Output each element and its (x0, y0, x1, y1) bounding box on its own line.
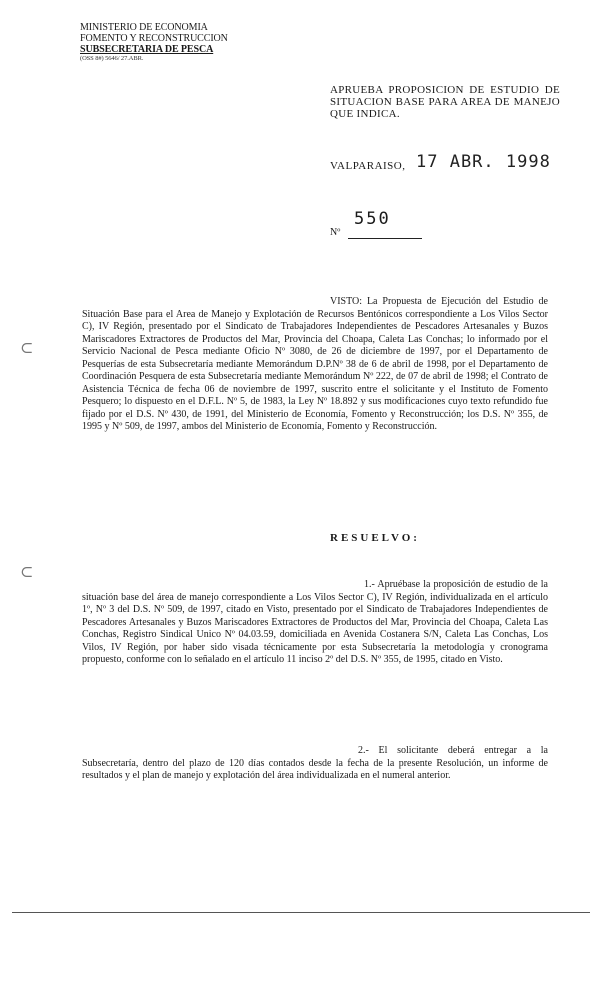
number-value: 550 (354, 209, 391, 229)
resolution-item-1: 1.- Apruébase la proposición de estudio de la situación base del área de manejo correspondiente a Los Vilos Sector C), IV Región, individualizada en el artículo 1º, Nº 3 del D.S. Nº 509, de 1997, citado en Visto, presentado por el Sindicato de Trabajadores Independientes de Pescadores Artesanales y Buzos Mariscadores Extractores de Productos del Mar, Provincia del Choapa, Caleta Las Conchas, Registro Sindical Unico Nº 04.03.59, domiciliada en Avenida Costanera S/N, Caleta Las Conchas, Los Vilos, IV Región, por haber sido visada técnicamente por esta Subsecretaría la metodología y cronograma propuesto, conforme con lo señalado en el artículo 11 inciso 2º del D.S. Nº 355, de 1995, citado en Visto. (82, 579, 548, 665)
ministry-division: FOMENTO Y RECONSTRUCCION (80, 33, 228, 44)
resolution-item-2: 2.- El solicitante deberá entregar a la Subsecretaría, dentro del plazo de 120 días contados desde la fecha de la presente Resolución, un informe de resultados y el plan de manejo y explotación del área individualizada en el numeral anterior. (82, 745, 548, 781)
date-line (330, 152, 570, 182)
ministry-header (80, 22, 250, 63)
date-stamp: 17 ABR. 1998 (416, 152, 551, 172)
page-edge-line (12, 912, 590, 913)
punch-hole-mark: ⊂ (20, 564, 34, 581)
visto-paragraph: VISTO: La Propuesta de Ejecución del Estudio de Situación Base para el Area de Manejo y Explotación de Recursos Bentónicos correspondiente a Los Vilos Sector C), IV Región, presentado por el Sindicato de Trabajadores Independientes de Pescadores Artesanales y Buzos Mariscadores Extractores de Productos del Mar, Provincia del Choapa, Caleta Las Conchas; lo informado por el Servicio Nacional de Pesca mediante Oficio Nº 3080, de 26 de diciembre de 1997, por el Departamento de Pesquerías de esta Subsecretaría mediante Memorándum D.P.Nº 38 de 6 de abril de 1998, por el Departamento de Coordinación Pesquera de esta Subsecretaría mediante Memorándum Nº 222, de 07 de abril de 1998; el Contrato de Asistencia Técnica de fecha 06 de noviembre de 1997, suscrito entre el solicitante y el Instituto de Fomento Pesquero; lo dispuesto en el D.F.L. Nº 5, de 1983, la Ley Nº 18.892 y sus modificaciones cuyo texto refundido fue fijado por el D.S. Nº 430, de 1991, del Ministerio de Economía, Fomento y Reconstrucción; los D.S. Nº 355, de 1995 y Nº 509, de 1997, ambos del Ministerio de Economía, Fomento y Reconstrucción. (82, 296, 548, 432)
number-underline (348, 238, 422, 239)
number-label: Nº (330, 227, 341, 238)
subsecretaria-name: SUBSECRETARIA DE PESCA (80, 44, 214, 55)
punch-hole-mark: ⊂ (20, 340, 34, 357)
resolution-number (330, 205, 430, 241)
filing-stamp: (OSS 8#) 5646/ 27.ABR. (80, 55, 144, 62)
place-label: VALPARAISO, (330, 160, 406, 172)
ministry-name: MINISTERIO DE ECONOMIA (80, 22, 208, 33)
resuelvo-heading: RESUELVO: (330, 532, 420, 544)
resolution-title: APRUEBA PROPOSICION DE ESTUDIO DE SITUACION BASE PARA AREA DE MANEJO QUE INDICA. (330, 84, 560, 120)
